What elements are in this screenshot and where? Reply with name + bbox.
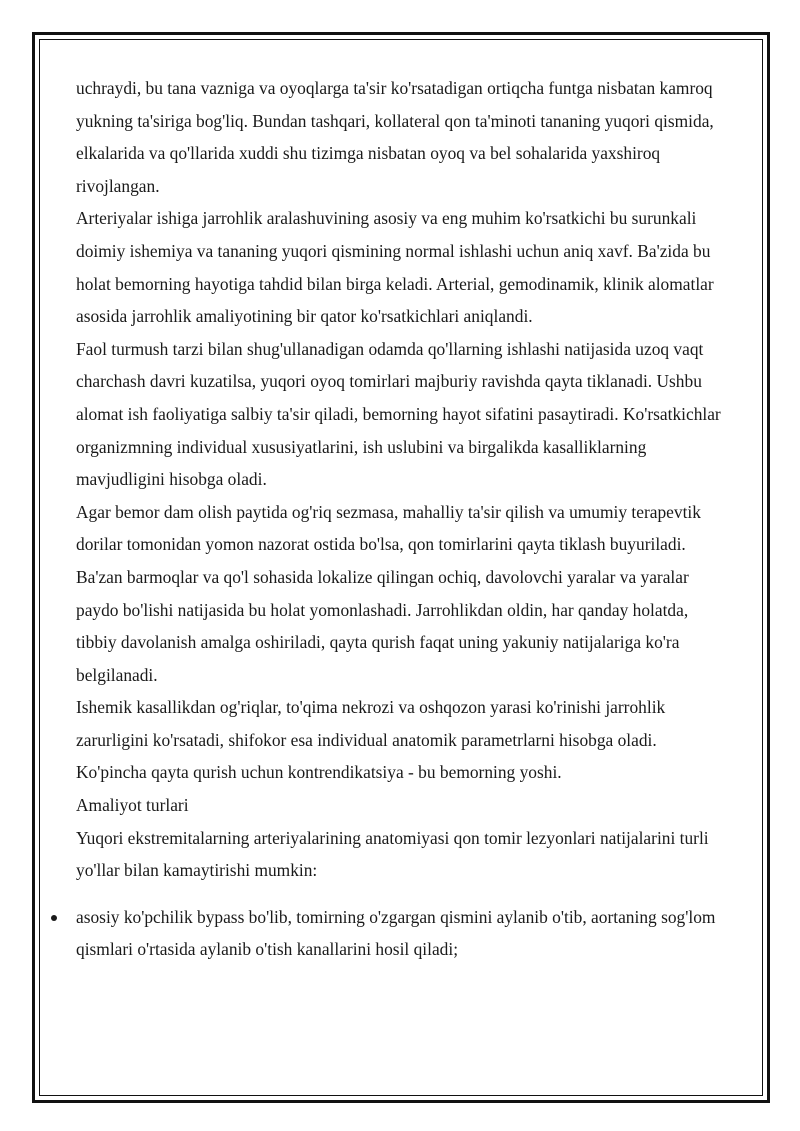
paragraph-1: uchraydi, bu tana vazniga va oyoqlarga ta'sir ko'rsatadigan ortiqcha funtga nisbatan kamroq yukning ta'siriga bog'liq. Bundan tashqari, kollateral qon ta'minoti tananing yuqori qismida, elkalarida va qo'llarida xuddi shu tizimga nisbatan oyoq va bel sohalarida yaxshiroq rivojlangan. xyxy=(76,78,714,196)
document-body xyxy=(76,72,728,966)
paragraph-2: Arteriyalar ishiga jarrohlik aralashuvining asosiy va eng muhim ko'rsatkichi bu surunkali doimiy ishemiya va tananing yuqori qismining normal ishlashi uchun aniq xavf. Ba'zida bu holat bemorning hayotiga tahdid bilan birga keladi. Arterial, gemodinamik, klinik alomatlar asosida jarrohlik amaliyotining bir qator ko'rsatkichlari aniqlandi. xyxy=(76,208,714,327)
paragraph-6: Yuqori ekstremitalarning arteriyalarining anatomiyasi qon tomir lezyonlari natijalarini turli yo'llar bilan kamaytirishi mumkin: xyxy=(76,827,709,881)
paragraph-5: Ishemik kasallikdan og'riqlar, to'qima nekrozi va oshqozon yarasi ko'rinishi jarrohlik zarurligini ko'rsatadi, shifokor esa individual anatomik parametrlarni hisobga oladi. Ko'pincha qayta qurish uchun kontrendikatsiya - bu bemorning yoshi. xyxy=(76,697,666,783)
paragraph-4: Agar bemor dam olish paytida og'riq sezmasa, mahalliy ta'sir qilish va umumiy terapevtik dorilar tomonidan yomon nazorat ostida bo'lsa, qon tomirlarini qayta tiklash buyuriladi. Ba'zan barmoqlar va qo'l sohasida lokalize qilingan ochiq, davolovchi yaralar va yaralar paydo bo'lishi natijasida bu holat yomonlashadi. Jarrohlikdan oldin, har qanday holatda, tibbiy davolanish amalga oshiriladi, qayta qurish faqat uning yakuniy natijalariga ko'ra belgilanadi. xyxy=(76,501,701,685)
bullet-icon xyxy=(51,915,57,921)
list-item xyxy=(76,901,728,966)
list-item-text: asosiy ko'pchilik bypass bo'lib, tomirning o'zgargan qismini aylanib o'tib, aortaning sog'lom qismlari o'rtasida aylanib o'tish kanallarini hosil qiladi; xyxy=(76,906,716,960)
section-heading: Amaliyot turlari xyxy=(76,795,189,816)
paragraph-3: Faol turmush tarzi bilan shug'ullanadigan odamda qo'llarning ishlashi natijasida uzoq vaqt charchash davri kuzatilsa, yuqori oyoq tomirlari majburiy ravishda qayta tiklanadi. Ushbu alomat ish faoliyatiga salbiy ta'sir qiladi, bemorning hayot sifatini pasaytiradi. Ko'rsatkichlar organizmning individual xususiyatlarini, ish uslubini va birgalikda kasalliklarning mavjudligini hisobga oladi. xyxy=(76,338,721,490)
bullet-list xyxy=(76,901,728,966)
